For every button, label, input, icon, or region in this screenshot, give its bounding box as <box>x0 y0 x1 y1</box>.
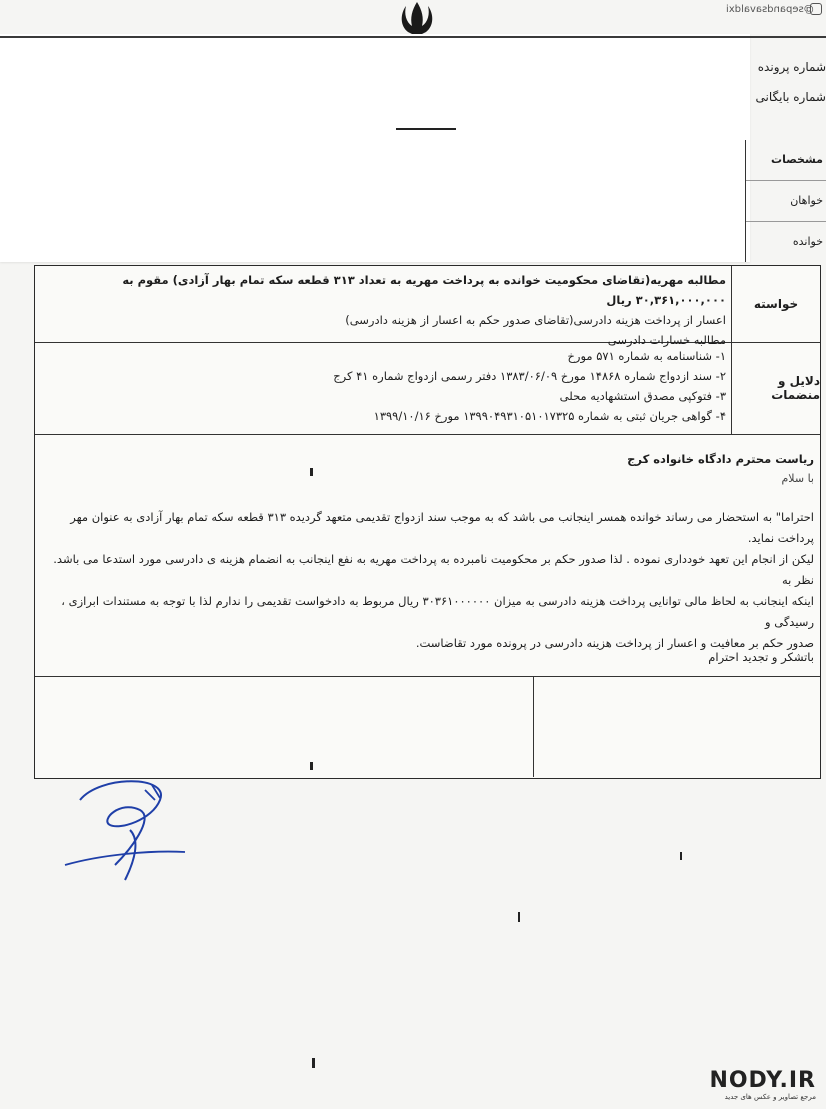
letter-line: لیکن از انجام این تعهد خودداری نموده . لذا صدور حکم بر محکومیت نامبرده به پرداخت مهریه به نفع اینجانب به انضمام هزینه ی دادرسی مورد استدعا می باشد. نظر به <box>53 552 814 587</box>
request-line: مطالبه خسارات دادرسی <box>607 333 726 347</box>
file-meta <box>746 60 826 120</box>
request-row <box>35 266 820 347</box>
request-body <box>41 266 726 350</box>
plaintiff-label: خواهان <box>746 181 826 222</box>
signature-boxes <box>35 676 820 777</box>
evidence-label: دلایل و منضمات <box>731 342 820 434</box>
scan-mark <box>310 762 313 770</box>
archive-number-label: شماره بایگانی <box>755 90 826 104</box>
petition-form <box>34 265 821 779</box>
overlay-paper <box>0 34 750 262</box>
top-rule <box>0 36 826 38</box>
scan-mark <box>518 912 520 922</box>
defendant-label: خوانده <box>792 235 823 248</box>
box-divider <box>533 677 534 777</box>
letter-line: احتراما" به استحضار می رساند خوانده همسر اینجانب می باشد که به موجب سند ازدواج تقدیمی متعهد گردیده ۳۱۳ قطعه سکه تمام بهار آزادی به عنوان مهر پرداخت نماید. <box>70 510 814 545</box>
letter-section <box>43 446 814 664</box>
scan-mark <box>312 1058 315 1068</box>
evidence-item: ۱- شناسنامه به شماره ۵۷۱ مورخ <box>567 349 726 363</box>
evidence-item: ۲- سند ازدواج شماره ۱۴۸۶۸ مورخ ۱۳۸۳/۰۶/۰۹ دفتر رسمی ازدواج شماره ۴۱ کرج <box>333 369 726 383</box>
request-line: مطالبه مهریه(تقاضای محکومیت خوانده به پرداخت مهریه به تعداد ۳۱۳ قطعه سکه تمام بهار آزادی) مقوم به ۳۰,۳۶۱,۰۰۰,۰۰۰ ریال <box>122 273 726 307</box>
watermark-tagline: مرجع تصاویر و عکس های جدید <box>724 1093 816 1101</box>
letter-line: صدور حکم بر معافیت و اعسار از پرداخت هزینه دادرسی در پرونده مورد تقاضاست. <box>415 636 814 650</box>
scan-mark <box>680 852 682 860</box>
evidence-row <box>35 342 820 435</box>
request-label: خواسته <box>731 266 820 342</box>
parties-heading: مشخصات <box>746 140 826 181</box>
handwritten-signature <box>60 770 190 890</box>
evidence-item: ۳- فتوکپی مصدق استشهادیه محلی <box>559 389 726 403</box>
request-line: اعسار از پرداخت هزینه دادرسی(تقاضای صدور حکم به اعسار از هزینه دادرسی) <box>345 313 726 327</box>
file-number-label: شماره پرونده <box>757 60 826 74</box>
letter-body <box>43 507 814 654</box>
scan-mark <box>396 128 456 130</box>
evidence-list <box>41 342 726 426</box>
letter-closing: باتشکر و تجدید احترام <box>708 650 814 664</box>
evidence-item: ۴- گواهی جریان ثبتی به شماره ۱۳۹۹۰۴۹۳۱۰۵۱۰۱۷۳۲۵ مورخ ۱۳۹۹/۱۰/۱۶ <box>373 409 726 423</box>
watermark-brand: NODY.IR <box>709 1068 816 1093</box>
parties-table <box>745 140 826 262</box>
site-watermark <box>709 1068 816 1101</box>
letter-addressee: ریاست محترم دادگاه خانواده کرج <box>627 452 814 466</box>
scan-mark <box>310 468 313 476</box>
letter-greeting: با سلام <box>781 472 814 485</box>
instagram-handle: @sepandsavaldxi <box>726 4 814 15</box>
letter-line: اینکه اینجانب به لحاظ مالی توانایی پرداخت هزینه دادرسی به میزان ۳۰۳۶۱۰۰۰۰۰۰ ریال مربوط به دادخواست تقدیمی را ندارم لذا با توجه به مستندات ابرازی ، رسیدگی و <box>61 594 814 629</box>
